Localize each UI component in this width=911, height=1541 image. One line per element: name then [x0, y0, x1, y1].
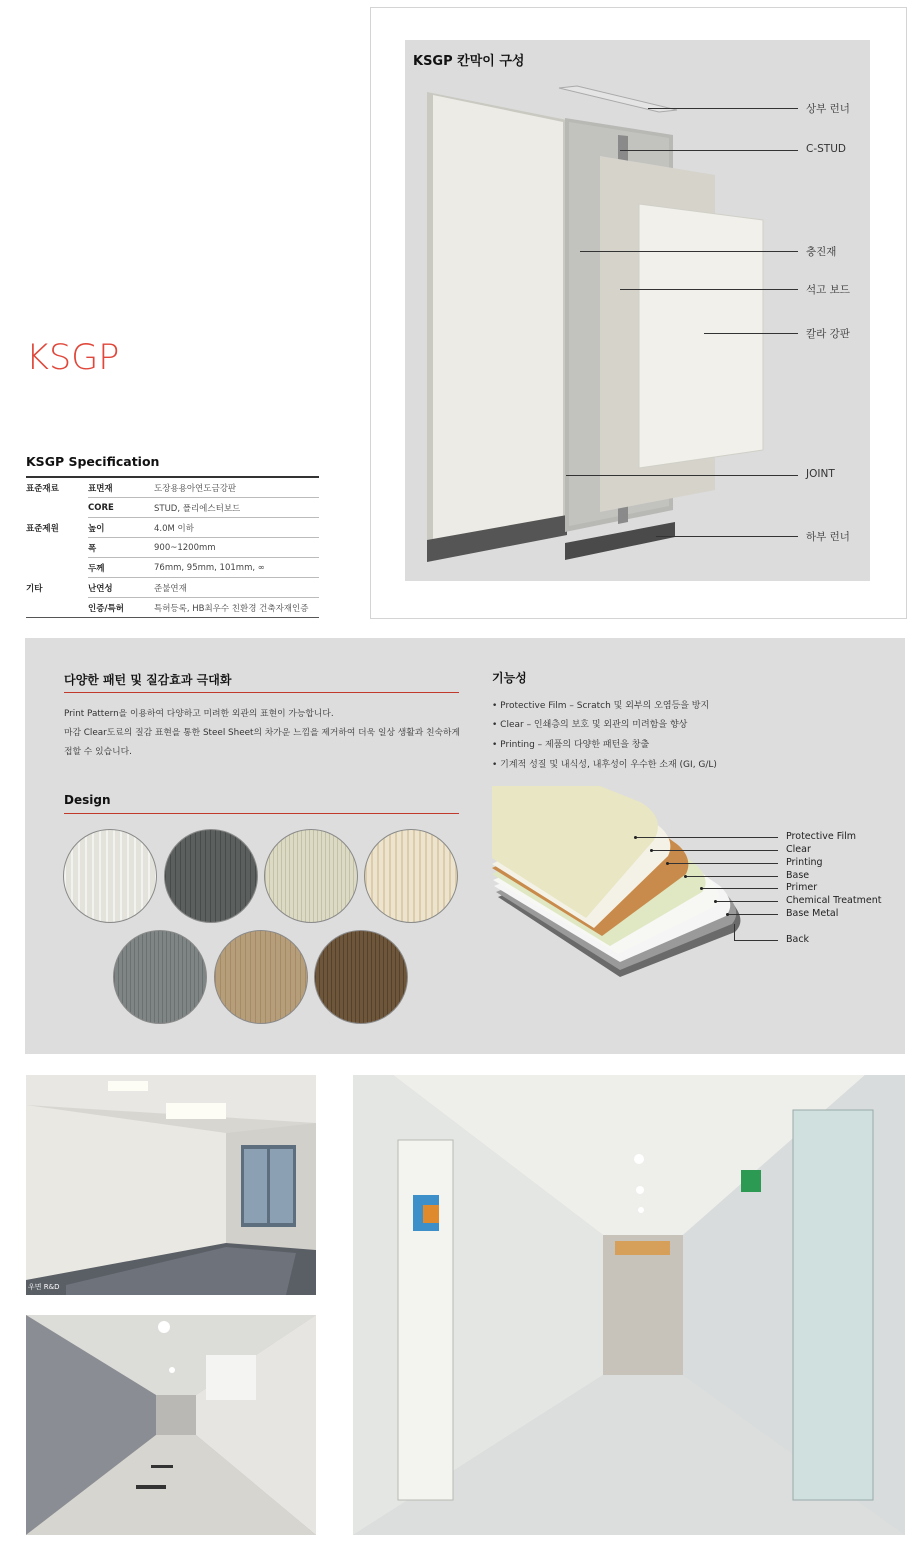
layer-label: Chemical Treatment — [786, 895, 882, 906]
spec-group — [26, 598, 88, 618]
features-heading: 다양한 패턴 및 질감효과 극대화 — [64, 673, 232, 687]
function-item: • Printing – 제품의 다양한 패턴을 창출 — [492, 740, 650, 750]
callout-c-stud: C-STUD — [806, 143, 846, 155]
description-line: 접할 수 있습니다. — [64, 747, 132, 757]
spec-value: STUD, 폴리에스터보드 — [154, 498, 319, 518]
photo-corridor-large — [353, 1075, 905, 1535]
leader-dot — [726, 913, 729, 916]
design-swatch — [63, 829, 157, 923]
photo-corridor-small — [26, 1315, 316, 1535]
design-swatch — [314, 930, 408, 1024]
spec-group: 표준재료 — [26, 483, 59, 494]
layer-label: Back — [786, 934, 810, 945]
layer-structure-illustration — [490, 782, 750, 982]
diagram-title: KSGP 칸막이 구성 — [413, 54, 525, 69]
leader-line — [636, 837, 778, 838]
leader-line — [656, 536, 798, 537]
spec-item: 높이 — [88, 518, 154, 538]
design-heading: Design — [64, 793, 111, 807]
callout-bottom-runner: 하부 런너 — [806, 531, 850, 543]
design-swatch — [214, 930, 308, 1024]
leader-line — [734, 924, 735, 940]
leader-line — [620, 289, 798, 290]
layer-label: Protective Film — [786, 831, 857, 842]
spec-group: 표준제원 — [26, 523, 59, 534]
leader-line — [648, 108, 798, 109]
leader-line — [652, 850, 778, 851]
design-swatch — [164, 829, 258, 923]
table-row — [26, 477, 319, 498]
callout-gypsum-board: 석고 보드 — [806, 284, 850, 296]
leader-line — [686, 876, 778, 877]
spec-value: 도장용용아연도금강판 — [154, 477, 319, 498]
leader-dot — [714, 900, 717, 903]
spec-group — [26, 558, 88, 578]
spec-value: 76mm, 95mm, 101mm, ∞ — [154, 558, 319, 578]
functions-heading: 기능성 — [492, 671, 527, 685]
function-item: • Protective Film – Scratch 및 외부의 오염등을 방지 — [492, 701, 710, 711]
main-panel-face — [433, 95, 563, 552]
photo-caption: 우면 R&D — [28, 1283, 60, 1291]
spec-item: 표면재 — [88, 477, 154, 498]
layer-label: Base Metal — [786, 908, 839, 919]
leader-dot — [684, 875, 687, 878]
callout-top-runner: 상부 런너 — [806, 103, 850, 115]
function-item: • 기계적 성질 및 내식성, 내후성이 우수한 소재 (GI, G/L) — [492, 760, 717, 770]
layer-label: Clear — [786, 844, 811, 855]
description-line: Print Pattern을 이용하여 다양하고 미려한 외관의 표현이 가능합니다. — [64, 709, 334, 719]
features-description — [64, 705, 464, 762]
table-row — [26, 598, 319, 618]
table-row — [26, 518, 319, 538]
table-row — [26, 578, 319, 598]
callout-color-steel: 칼라 강판 — [806, 328, 850, 340]
layer-label: Base — [786, 870, 810, 881]
spec-item: 두께 — [88, 558, 154, 578]
photo-office — [26, 1075, 316, 1295]
design-swatch — [264, 829, 358, 923]
spec-value: 특허등록, HB최우수 친환경 건축자재인증 — [154, 598, 319, 618]
leader-dot — [634, 836, 637, 839]
spec-item: 난연성 — [88, 578, 154, 598]
spec-group: 기타 — [26, 583, 43, 594]
spec-item: 폭 — [88, 538, 154, 558]
leader-line — [566, 475, 798, 476]
leader-dot — [666, 862, 669, 865]
spec-value: 4.0M 이하 — [154, 518, 319, 538]
leader-line — [580, 251, 798, 252]
partition-illustration — [405, 40, 870, 581]
table-row — [26, 538, 319, 558]
spec-item: 인증/특허 — [88, 598, 154, 618]
spec-value: 900~1200mm — [154, 538, 319, 558]
table-row — [26, 558, 319, 578]
callout-joint: JOINT — [806, 468, 835, 480]
spec-title: KSGP Specification — [26, 454, 160, 469]
function-item: • Clear – 인쇄층의 보호 및 외관의 미려함을 향상 — [492, 720, 688, 730]
spec-group — [26, 538, 88, 558]
layer-label: Printing — [786, 857, 823, 868]
brand-title: KSGP — [26, 338, 120, 378]
design-swatch — [113, 930, 207, 1024]
leader-line — [620, 150, 798, 151]
description-line: 마감 Clear도료의 질감 표현을 통한 Steel Sheet의 차가운 느낌을 제거하여 더욱 일상 생활과 친숙하게 — [64, 728, 461, 738]
leader-line — [734, 940, 778, 941]
design-divider — [64, 813, 459, 814]
spec-item: CORE — [88, 498, 154, 518]
spec-table — [26, 476, 319, 618]
heading-divider — [64, 692, 459, 693]
leader-line — [702, 888, 778, 889]
leader-line — [716, 901, 778, 902]
spec-group — [26, 498, 88, 518]
design-swatch — [364, 829, 458, 923]
leader-line — [668, 863, 778, 864]
leader-dot — [650, 849, 653, 852]
leader-line — [704, 333, 798, 334]
spec-value: 준불연재 — [154, 578, 319, 598]
leader-line — [728, 914, 778, 915]
leader-dot — [700, 887, 703, 890]
callout-filler: 충진재 — [806, 246, 837, 258]
layer-label: Primer — [786, 882, 818, 893]
table-row — [26, 498, 319, 518]
color-steel-panel — [639, 204, 763, 468]
